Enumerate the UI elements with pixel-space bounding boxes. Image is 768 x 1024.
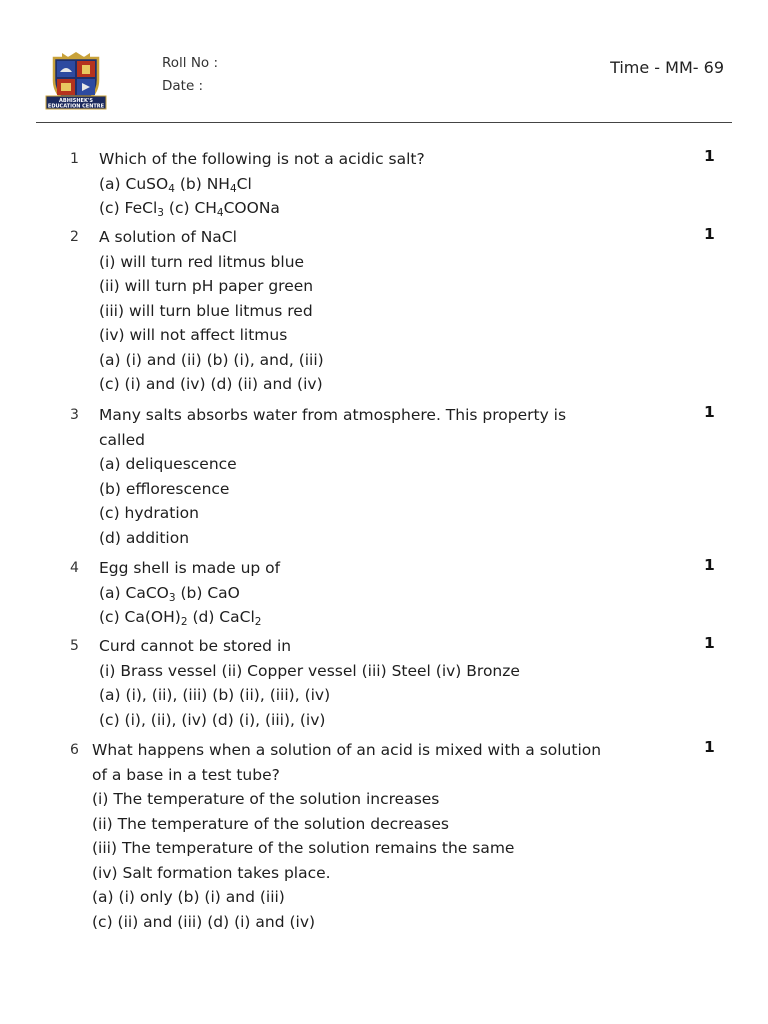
date-label: Date : (162, 78, 204, 94)
question-text: Egg shell is made up of (99, 559, 281, 577)
question-marks: 1 (704, 225, 715, 243)
svg-text:EDUCATION CENTRE: EDUCATION CENTRE (47, 103, 105, 110)
question-marks: 1 (704, 738, 715, 756)
question-option-line: (a) CuSO$_4$ (b) $NH_4Cl$ (99, 174, 252, 195)
header-divider (36, 122, 732, 123)
question-option-line: (i) The temperature of the solution increases (92, 790, 440, 808)
question-body (99, 634, 579, 732)
question-option-line: of a base in a test tube? (92, 765, 280, 784)
question-option-line: (iii) The temperature of the solution remains the same (92, 839, 515, 857)
question-text: Curd cannot be stored in (99, 637, 292, 655)
question-body (99, 556, 579, 630)
question-marks: 1 (704, 403, 715, 421)
question-option-line: (a) CaCO$_3$ (b) CaO (99, 583, 240, 604)
question-number: 5 (70, 638, 79, 654)
question-option-line: (d) addition (99, 528, 190, 547)
education-centre-logo (44, 50, 108, 114)
question-option-line: (a) (i) and (ii) (b) (i), and, (iii) (99, 350, 324, 369)
question-option-line: (c) (i), (ii), (iv) (d) (i), (iii), (iv) (99, 710, 326, 729)
question-marks: 1 (704, 147, 715, 165)
question-option-line: (iii) will turn blue litmus red (99, 301, 313, 320)
question-option-line: (iv) will not affect litmus (99, 326, 288, 344)
question-body (99, 403, 579, 550)
question-body (99, 225, 579, 397)
svg-text:ABHISHEK'S: ABHISHEK'S (59, 98, 93, 104)
question-option-line: (c) (ii) and (iii) (d) (i) and (iv) (92, 912, 316, 931)
question-marks: 1 (704, 634, 715, 652)
question-option-line: (a) (i), (ii), (iii) (b) (ii), (iii), (iv) (99, 686, 331, 704)
question-option-line: (a) (i) only (b) (i) and (iii) (92, 888, 285, 906)
question-number: 6 (70, 742, 79, 758)
question-marks: 1 (704, 556, 715, 574)
question-number: 1 (70, 151, 79, 167)
question-option-line: (i) will turn red litmus blue (99, 252, 305, 271)
question-option-line: (c) FeCl$_3$ (c) $CH_4COONa$ (99, 199, 280, 219)
question-option-line: (c) (i) and (iv) (d) (ii) and (iv) (99, 375, 323, 393)
question-option-line: (b) efflorescence (99, 479, 230, 498)
question-option-line: (c) hydration (99, 504, 199, 522)
question-option-line: (ii) will turn pH paper green (99, 277, 314, 295)
question-option-line: (i) Brass vessel (ii) Copper vessel (iii) Steel (iv) Bronze (99, 661, 520, 680)
time-marks-label: Time - MM- 69 (610, 58, 724, 77)
question-number: 4 (70, 560, 79, 576)
question-option-line: (a) deliquescence (99, 455, 237, 473)
question-body (99, 147, 579, 221)
question-text: What happens when a solution of an acid is mixed with a solution (92, 741, 602, 759)
roll-no-label: Roll No : (162, 55, 219, 71)
question-option-line: called (99, 430, 146, 449)
question-body (92, 738, 602, 934)
question-option-line: (c) $Ca(OH)_2$ (d) CaCl$_2$ (99, 608, 262, 628)
question-text: Which of the following is not a acidic salt? (99, 150, 425, 168)
question-text: A solution of NaCl (99, 228, 237, 246)
question-option-line: (iv) Salt formation takes place. (92, 863, 331, 882)
question-number: 2 (70, 229, 79, 245)
question-option-line: (ii) The temperature of the solution decreases (92, 814, 449, 833)
question-number: 3 (70, 407, 79, 423)
question-text: Many salts absorbs water from atmosphere. This property is (99, 406, 567, 424)
